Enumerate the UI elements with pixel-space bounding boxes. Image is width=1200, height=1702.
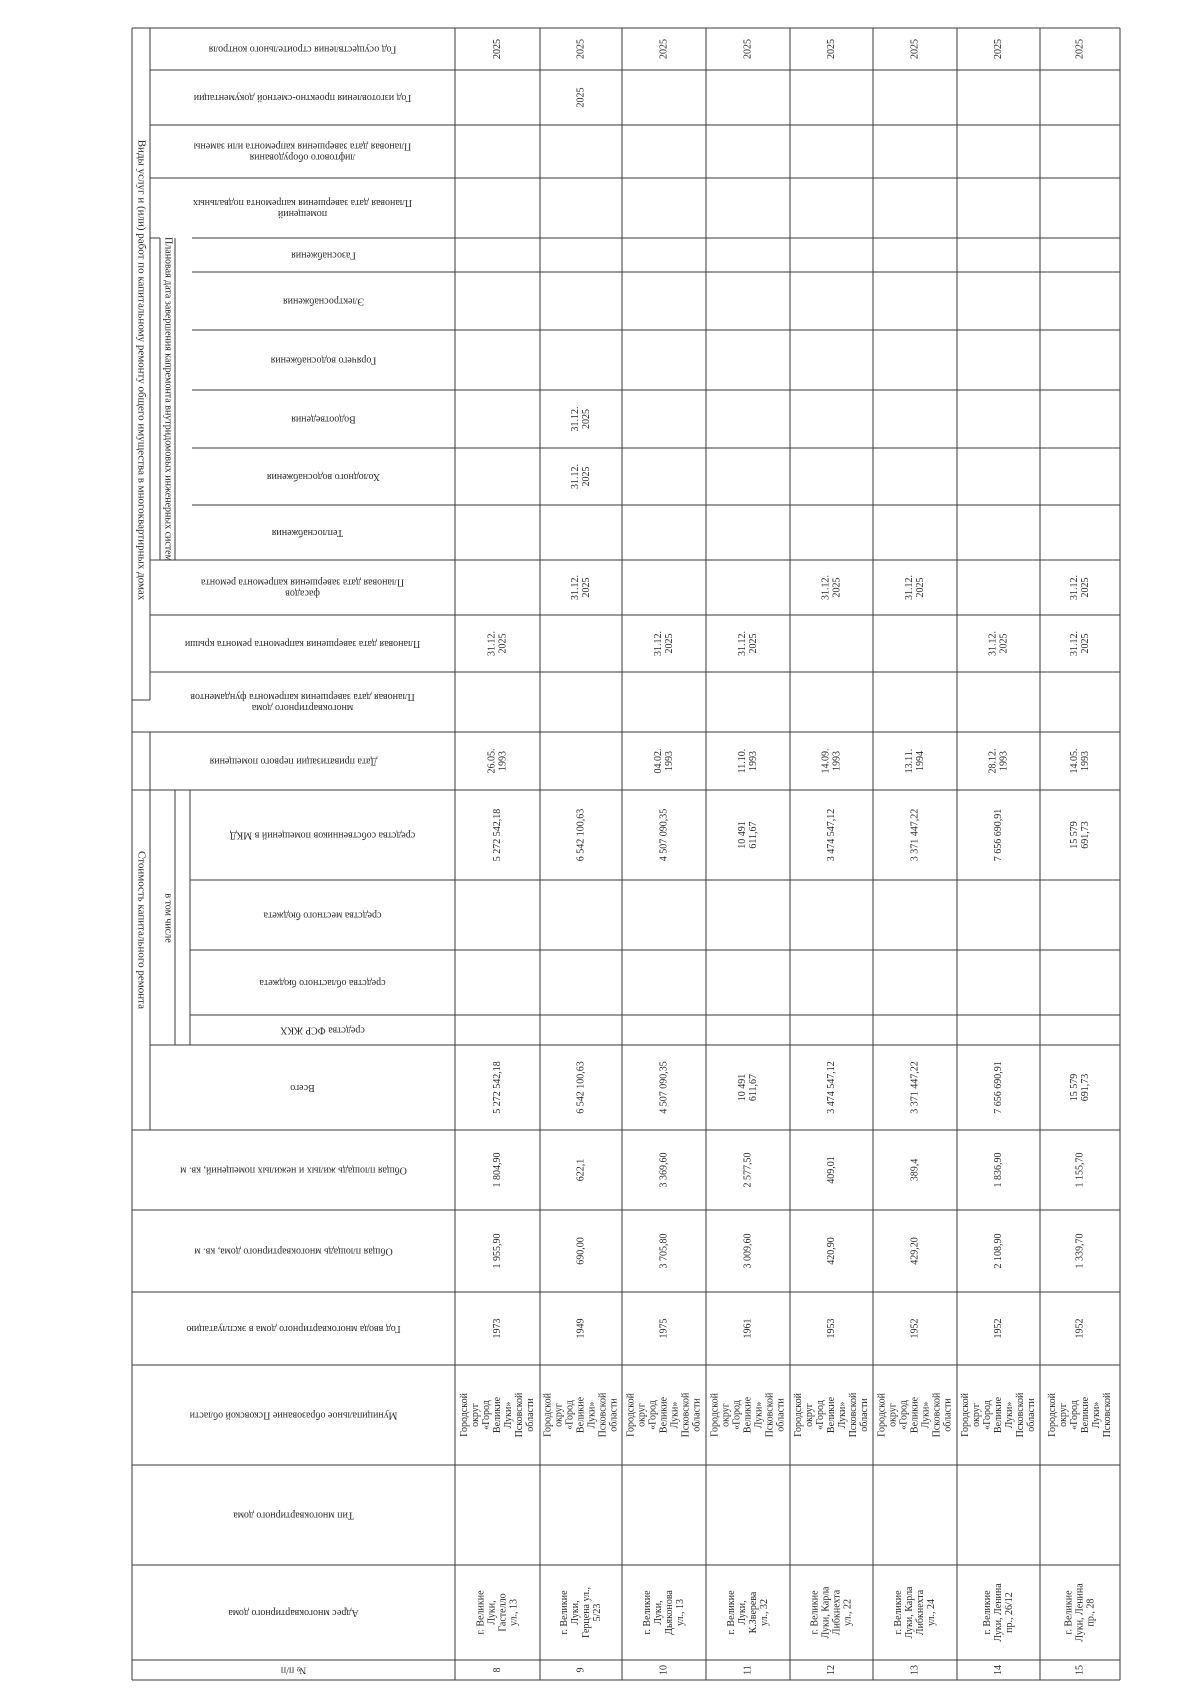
cell-municipality: Городской: [542, 1393, 554, 1437]
cell-privatization: 04.02.: [652, 748, 664, 774]
cell-address: ул., 13: [674, 1598, 686, 1627]
header-foundation: Плановая дата завершения капремонта фундаментов: [190, 691, 415, 703]
cell-year: 1961: [742, 1318, 754, 1339]
header-n: № п/п: [280, 1664, 307, 1676]
cell-owners: 3 371 447,22: [909, 808, 921, 862]
header-regional: средства областного бюджета: [259, 977, 386, 989]
cell-address: пр., 26/12: [1003, 1592, 1015, 1633]
cell-total: 15 579: [1068, 1073, 1080, 1102]
header-control: Год осуществления строительного контроля: [208, 43, 397, 55]
cell-municipality: округ: [636, 1403, 648, 1427]
cell-municipality: Луки»: [1090, 1401, 1102, 1429]
cell-owners: 611,67: [747, 821, 759, 849]
cell-owners: 7 656 690,91: [992, 808, 1004, 862]
header-address: Адрес многоквартирного дома: [228, 1607, 359, 1619]
header-hot-water: Горячего водоснабжения: [270, 354, 377, 366]
cell-municipality: Городской: [792, 1393, 804, 1437]
cell-privatization: 13.11.: [903, 748, 915, 774]
cell-address: К.Зверева: [747, 1591, 759, 1634]
cell-address: г. Великие: [475, 1590, 487, 1635]
cell-owners: 691,73: [1079, 821, 1091, 849]
cell-municipality: Великие: [909, 1396, 921, 1434]
cell-area-rooms: 2 577,50: [742, 1152, 754, 1188]
cell-n: 8: [491, 1667, 503, 1673]
cell-address: ул., 32: [758, 1598, 770, 1627]
cell-municipality: округ: [1057, 1403, 1069, 1427]
header-municipality: Муниципальное образование Псковской области: [189, 1409, 398, 1421]
cell-address: Либкнехта: [831, 1589, 843, 1636]
cell-area-house: 420,90: [825, 1237, 837, 1265]
cell-address: г. Великие: [981, 1590, 993, 1635]
header-works-group: Виды услуг и (или) работ по капитальному ремонту общего имущества в многоквартирных домах: [135, 139, 148, 601]
cell-roof: 2025: [663, 633, 675, 654]
cell-n: 11: [742, 1665, 754, 1675]
cell-municipality: Великие: [992, 1396, 1004, 1434]
cell-municipality: «Город: [564, 1400, 576, 1430]
cell-total: 3 474 547,12: [825, 1061, 837, 1114]
header-area-house: Общая площадь многоквартирного дома, кв. м: [194, 1245, 393, 1257]
cell-address: г. Великие: [558, 1590, 570, 1635]
cell-control: 2025: [1074, 39, 1086, 59]
cell-address: Луки,: [736, 1600, 748, 1625]
cell-total: 691,73: [1079, 1073, 1091, 1102]
header-area-rooms: Общая площадь жилых и нежилых помещений, кв. м: [180, 1164, 407, 1176]
cell-control: 2025: [742, 39, 754, 59]
cell-roof: 31.12.: [736, 631, 748, 656]
cell-privatization: 1993: [663, 751, 675, 771]
cell-owners: 4 507 090,35: [658, 808, 670, 862]
cell-municipality: Городской: [1046, 1393, 1058, 1437]
cell-address: г. Великие: [725, 1590, 737, 1635]
cell-n: 13: [909, 1665, 921, 1675]
header-design: Год изготовления проектно-сметной документации: [193, 92, 412, 104]
cell-address: Дьяконова: [663, 1590, 675, 1635]
header-systems-group: Плановая дата завершения капремонта внутридомовых инженерных систем: [162, 237, 174, 561]
header-type: Тип многоквартирного дома: [233, 1509, 354, 1521]
cell-municipality: Псковской: [597, 1392, 609, 1438]
cell-roof: 2025: [497, 633, 509, 654]
cell-n: 10: [658, 1665, 670, 1675]
cell-municipality: области: [858, 1398, 870, 1432]
cell-municipality: «Город: [731, 1400, 743, 1430]
header-roof: Плановая дата завершения капремонта ремонта крыши: [184, 638, 421, 650]
cell-municipality: «Город: [647, 1400, 659, 1430]
cell-municipality: области: [775, 1398, 787, 1432]
cell-roof: 31.12.: [486, 631, 498, 656]
cell-owners: 5 272 542,18: [491, 808, 503, 862]
cell-facade: 2025: [1079, 577, 1091, 598]
header-including: в том числе: [162, 893, 174, 943]
cell-municipality: Городской: [876, 1393, 888, 1437]
cell-municipality: Великие: [575, 1396, 587, 1434]
cell-municipality: Псковской: [680, 1392, 692, 1438]
cell-privatization: 1993: [998, 751, 1010, 771]
cell-privatization: 1993: [747, 751, 759, 771]
cell-municipality: округ: [720, 1403, 732, 1427]
header-cost-group: Стоимость капитального ремонта: [135, 851, 148, 1009]
header-basement: помещений: [277, 208, 328, 220]
cell-n: 14: [992, 1665, 1004, 1675]
header-total: Всего: [290, 1082, 315, 1094]
header-elevator: лифтового оборудования: [249, 151, 356, 163]
cell-address: Луки,: [486, 1600, 498, 1625]
cell-facade: 31.12.: [569, 575, 581, 600]
cell-n: 12: [825, 1665, 837, 1675]
cell-facade: 31.12.: [903, 575, 915, 600]
header-basement: Плановая дата завершения капремонта подвальных: [192, 197, 413, 209]
cell-area-house: 1 955,90: [491, 1233, 503, 1269]
cell-privatization: 26.05.: [486, 748, 498, 774]
cell-facade: 31.12.: [820, 575, 832, 600]
cell-year: 1949: [575, 1318, 587, 1339]
cell-facade: 2025: [580, 577, 592, 598]
cell-roof: 31.12.: [1068, 631, 1080, 656]
cell-area-house: 429,20: [909, 1237, 921, 1265]
cell-address: г. Великие: [892, 1590, 904, 1635]
cell-municipality: Луки»: [753, 1401, 765, 1429]
header-facade: фасадов: [285, 587, 320, 599]
cell-sewerage: 2025: [580, 409, 592, 429]
cell-municipality: «Город: [480, 1400, 492, 1430]
cell-area-rooms: 622,1: [575, 1158, 587, 1182]
cell-municipality: Великие: [825, 1396, 837, 1434]
cell-total: 4 507 090,35: [658, 1061, 670, 1114]
cell-control: 2025: [992, 39, 1004, 59]
cell-facade: 2025: [831, 577, 843, 598]
cell-municipality: Псковской: [1101, 1392, 1113, 1438]
cell-municipality: Городской: [709, 1393, 721, 1437]
header-cold-water: Холодного водоснабжения: [266, 471, 381, 483]
cell-municipality: области: [942, 1398, 954, 1432]
cell-total: 10 491: [736, 1073, 748, 1102]
cell-address: г. Великие: [641, 1590, 653, 1635]
header-gas: Газоснабжения: [291, 249, 356, 261]
cell-control: 2025: [575, 39, 587, 59]
cell-address: Луки, Ленина: [992, 1583, 1004, 1642]
cell-area-rooms: 1 804,90: [491, 1152, 503, 1188]
cell-municipality: округ: [970, 1403, 982, 1427]
cell-roof: 2025: [1079, 633, 1091, 654]
cell-sewerage: 31.12.: [569, 406, 581, 432]
header-foundation: многоквартирного дома: [251, 702, 354, 714]
cell-municipality: «Город: [1068, 1400, 1080, 1430]
header-electricity: Электроснабжения: [283, 295, 364, 307]
cell-n: 15: [1074, 1665, 1086, 1675]
cell-privatization: 1994: [914, 751, 926, 771]
cell-municipality: «Город: [814, 1400, 826, 1430]
cell-roof: 31.12.: [652, 631, 664, 656]
cell-municipality: Великие: [658, 1396, 670, 1434]
cell-municipality: Великие: [742, 1396, 754, 1434]
cell-municipality: Городской: [625, 1393, 637, 1437]
cell-total: 5 272 542,18: [491, 1061, 503, 1114]
cell-control: 2025: [909, 39, 921, 59]
cell-municipality: области: [608, 1398, 620, 1432]
cell-year: 1952: [909, 1318, 921, 1339]
cell-total: 7 656 690,91: [992, 1061, 1004, 1114]
cell-address: пр., 28: [1085, 1598, 1097, 1627]
cell-control: 2025: [825, 39, 837, 59]
cell-municipality: Городской: [959, 1393, 971, 1437]
cell-roof: 2025: [747, 633, 759, 654]
cell-address: Луки, Карла: [820, 1586, 832, 1639]
header-year: Год ввода многоквартирного дома в эксплуатацию: [186, 1323, 401, 1335]
cell-owners: 15 579: [1068, 821, 1080, 849]
cell-total: 6 542 100,63: [575, 1061, 587, 1114]
cell-cold-water: 2025: [580, 466, 592, 487]
cell-municipality: Луки»: [920, 1401, 932, 1429]
cell-address: ул., 24: [925, 1598, 937, 1627]
cell-control: 2025: [491, 39, 503, 59]
cell-municipality: Луки»: [502, 1401, 514, 1429]
cell-privatization: 11.10.: [736, 748, 748, 774]
cell-year: 1952: [1074, 1318, 1086, 1339]
cell-area-rooms: 409,01: [825, 1156, 837, 1184]
header-local: средства местного бюджета: [263, 909, 382, 921]
cell-municipality: Луки»: [669, 1401, 681, 1429]
cell-privatization: 1993: [497, 751, 509, 771]
cell-area-rooms: 1 836,90: [992, 1152, 1004, 1188]
cell-area-house: 3 009,60: [742, 1233, 754, 1269]
cell-municipality: округ: [553, 1403, 565, 1427]
cell-municipality: Великие: [491, 1396, 503, 1434]
header-fsr: средства ФСР ЖКХ: [280, 1024, 365, 1036]
cell-municipality: «Город: [981, 1400, 993, 1430]
cell-municipality: округ: [887, 1403, 899, 1427]
cell-year: 1975: [658, 1318, 670, 1339]
cell-address: Герцена ул.,: [580, 1586, 592, 1639]
cell-address: Луки,: [569, 1600, 581, 1625]
cell-total: 611,67: [747, 1073, 759, 1102]
cell-address: 5/23: [591, 1603, 603, 1622]
cell-privatization: 1993: [831, 751, 843, 771]
header-owners: средства собственников помещений в МКД: [229, 829, 416, 841]
cell-cold-water: 31.12.: [569, 464, 581, 489]
cell-municipality: Псковской: [764, 1392, 776, 1438]
cell-municipality: Псковской: [847, 1392, 859, 1438]
header-sewerage: Водоотведения: [291, 413, 356, 425]
cell-address: ул., 22: [842, 1598, 854, 1627]
cell-privatization: 1993: [1079, 751, 1091, 771]
cell-municipality: Псковской: [931, 1392, 943, 1438]
cell-year: 1973: [491, 1318, 503, 1339]
cell-municipality: округ: [803, 1403, 815, 1427]
header-elevator: Плановая дата завершения капремонта или замены: [193, 140, 412, 152]
cell-roof: 2025: [998, 633, 1010, 654]
cell-facade: 2025: [914, 577, 926, 598]
cell-municipality: Луки»: [1003, 1401, 1015, 1429]
cell-address: Луки,: [652, 1600, 664, 1625]
cell-municipality: Псковской: [1014, 1392, 1026, 1438]
cell-address: г. Великие: [1063, 1590, 1075, 1635]
cell-municipality: Городской: [458, 1393, 470, 1437]
cell-design: 2025: [575, 87, 587, 108]
cell-municipality: области: [524, 1398, 536, 1432]
cell-facade: 31.12.: [1068, 575, 1080, 600]
cell-area-rooms: 389,4: [909, 1158, 921, 1182]
cell-area-house: 3 705,80: [658, 1233, 670, 1269]
cell-municipality: округ: [469, 1403, 481, 1427]
cell-n: 9: [575, 1667, 587, 1673]
cell-address: Луки, Карла: [903, 1586, 915, 1639]
cell-municipality: области: [1025, 1398, 1037, 1432]
cell-privatization: 28.12.: [987, 748, 999, 774]
table-text: [135, 39, 1112, 1676]
cell-privatization: 14.05.: [1068, 748, 1080, 774]
cell-municipality: Луки»: [586, 1401, 598, 1429]
cell-address: Гастелло: [497, 1593, 509, 1632]
cell-area-house: 690,00: [575, 1237, 587, 1265]
cell-owners: 10 491: [736, 821, 748, 849]
cell-year: 1953: [825, 1318, 837, 1339]
cell-owners: 3 474 547,12: [825, 808, 837, 862]
cell-municipality: Псковской: [513, 1392, 525, 1438]
cell-area-house: 2 108,90: [992, 1233, 1004, 1269]
cell-address: г. Великие: [809, 1590, 821, 1635]
cell-roof: 31.12.: [987, 631, 999, 656]
header-heating: Теплоснабжения: [271, 527, 344, 539]
cell-municipality: «Город: [898, 1400, 910, 1430]
cell-area-house: 1 339,70: [1074, 1233, 1086, 1269]
cell-municipality: области: [691, 1398, 703, 1432]
cell-address: Луки, Ленина: [1074, 1583, 1086, 1642]
cell-year: 1952: [992, 1318, 1004, 1339]
cell-municipality: Луки»: [836, 1401, 848, 1429]
cell-municipality: Великие: [1079, 1396, 1091, 1434]
cell-address: ул., 13: [508, 1598, 520, 1627]
cell-privatization: 14.09.: [820, 748, 832, 774]
cell-total: 3 371 447,22: [909, 1061, 921, 1114]
cell-control: 2025: [658, 39, 670, 59]
header-facade: Плановая дата завершения капремонта ремонта: [200, 576, 405, 588]
cell-area-rooms: 1 155,70: [1074, 1152, 1086, 1188]
cell-area-rooms: 3 369,60: [658, 1152, 670, 1188]
cell-address: Либкнехта: [914, 1589, 926, 1636]
header-privatization: Дата приватизации первого помещения: [209, 755, 378, 767]
cell-owners: 6 542 100,63: [575, 808, 587, 862]
